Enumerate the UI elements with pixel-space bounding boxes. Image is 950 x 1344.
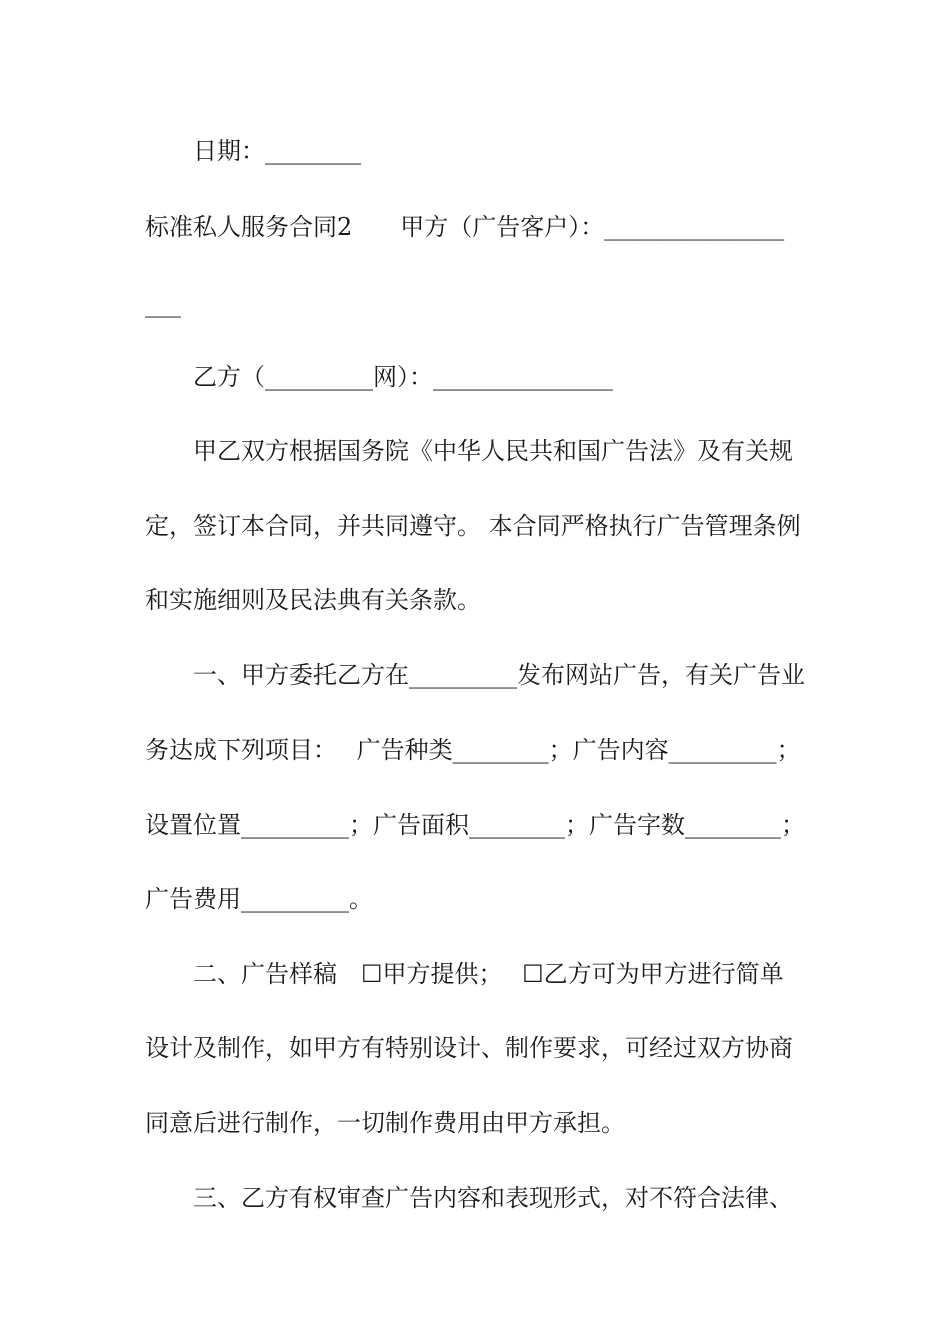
- clause-1-line-4: 广告费用_________。: [145, 885, 373, 913]
- clause-2-line-3: 同意后进行制作，一切制作费用由甲方承担。: [145, 1109, 625, 1137]
- clause-3-line-1: 三、乙方有权审查广告内容和表现形式，对不符合法律、: [145, 1184, 793, 1212]
- party-b-line: 乙方（_________网）：_______________: [145, 363, 613, 391]
- body-line-2: 定，签订本合同，并共同遵守。 本合同严格执行广告管理条例: [145, 512, 801, 540]
- clause-2-line-2: 设计及制作，如甲方有特别设计、制作要求，可经过双方协商: [145, 1034, 793, 1062]
- party-a-blank-continuation: ___: [145, 290, 181, 318]
- clause-1-line-2: 务达成下列项目： 广告种类________；广告内容_________；: [145, 736, 801, 764]
- clause-1-line-1: 一、甲方委托乙方在_________发布网站广告，有关广告业: [145, 661, 805, 689]
- clause-1-line-3: 设置位置_________；广告面积________；广告字数________；: [145, 811, 805, 839]
- body-line-1: 甲乙双方根据国务院《中华人民共和国广告法》及有关规: [145, 437, 793, 465]
- body-line-3: 和实施细则及民法典有关条款。: [145, 586, 481, 614]
- clause-2-line-1: 二、广告样稿 ☐甲方提供； ☐乙方可为甲方进行简单: [145, 960, 784, 988]
- title-party-a-line: 标准私人服务合同2 甲方（广告客户）：_______________: [145, 213, 785, 241]
- date-line: 日期：________: [145, 137, 361, 165]
